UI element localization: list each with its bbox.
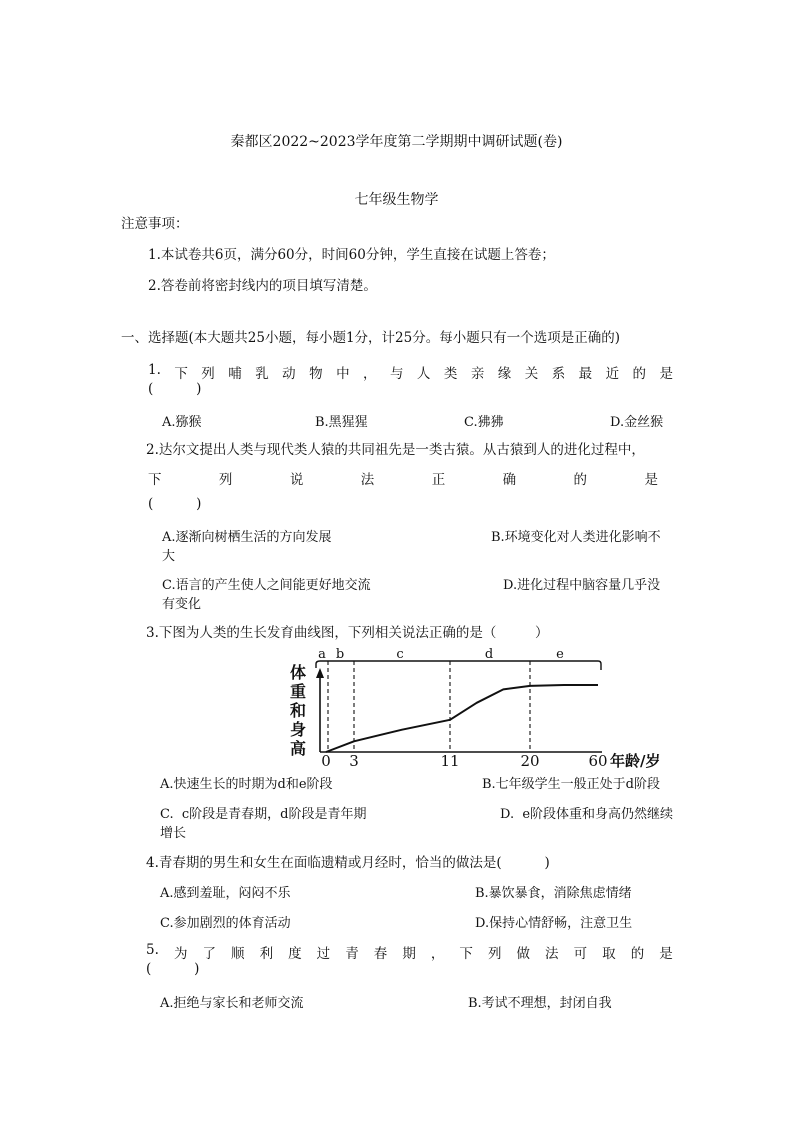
x-tick-label: 3 — [349, 752, 359, 770]
y-axis-label-char: 重 — [290, 682, 307, 701]
option-d-wrap: 增长 — [160, 826, 187, 841]
exam-title: 秦都区2022~2023学年度第二学期期中调研试题(卷) — [230, 134, 563, 150]
option-a[interactable]: A.拒绝与家长和老师交流 — [160, 996, 304, 1011]
option-d-wrap: 有变化 — [162, 597, 202, 612]
option-b[interactable]: B.黑猩猩 — [315, 415, 368, 430]
question-4-stem: 4.青春期的男生和女生在面临遗精或月经时，恰当的做法是( ) — [146, 855, 550, 871]
answer-paren: ( ) — [148, 381, 202, 397]
stem-char: ， — [430, 946, 445, 962]
stem-char: 乳 — [255, 366, 269, 382]
stem-char: 是 — [659, 366, 673, 382]
stem-char: 度 — [288, 946, 302, 962]
option-c[interactable]: C.狒狒 — [464, 415, 504, 430]
y-axis-label-char: 体 — [290, 663, 307, 682]
x-tick-label: 20 — [520, 752, 540, 770]
option-a[interactable]: A.感到羞耻，闷闷不乐 — [160, 886, 291, 901]
stem-char: 中 — [336, 366, 350, 382]
note-item: 1.本试卷共6页，满分60分，时间60分钟，学生直接在试题上答卷； — [148, 247, 555, 263]
stem-char: 列 — [201, 366, 215, 382]
option-c[interactable]: C.语言的产生使人之间能更好地交流 — [162, 578, 371, 593]
stem-char: 的 — [630, 946, 645, 962]
stem-char: 列 — [487, 946, 502, 962]
answer-paren: ( ) — [146, 961, 200, 977]
stem-char: 下 — [459, 946, 473, 962]
x-tick-label: 0 — [321, 752, 331, 770]
option-a[interactable]: A.逐渐向树栖生活的方向发展 — [162, 530, 332, 545]
stem-char: 类 — [443, 366, 458, 382]
stem-char: 列 — [218, 472, 233, 488]
question-5-stem — [146, 942, 673, 962]
growth-curve — [326, 685, 598, 752]
option-b[interactable]: B.七年级学生一般正处于d阶段 — [482, 777, 661, 792]
stem-char: 近 — [605, 366, 620, 382]
option-d[interactable]: D.进化过程中脑容量几乎没 — [503, 578, 661, 593]
stage-bracket — [316, 661, 601, 670]
stem-char: 物 — [309, 366, 323, 382]
y-axis-arrow — [316, 668, 324, 678]
y-axis-label-char: 和 — [290, 701, 307, 720]
stem-char: ， — [363, 366, 377, 382]
option-a[interactable]: A.快速生长的时期为d和e阶段 — [160, 777, 333, 792]
stem-char: 的 — [632, 366, 647, 382]
x-tick-label: 11 — [440, 752, 460, 770]
option-a[interactable]: A.猕猴 — [162, 415, 202, 430]
stem-char: 可 — [573, 946, 588, 962]
stem-char: 确 — [502, 472, 517, 488]
y-axis-label-char: 高 — [290, 739, 307, 758]
stem-char: 最 — [578, 366, 593, 382]
option-c[interactable]: C.参加剧烈的体育活动 — [160, 916, 291, 931]
stem-char: 1. — [148, 362, 161, 378]
stem-char: 青 — [345, 946, 359, 962]
stem-char: 人 — [416, 366, 431, 382]
stem-char: 顺 — [231, 946, 245, 962]
subject-title: 七年级生物学 — [354, 192, 439, 208]
stem-char: 的 — [573, 472, 588, 488]
stem-char: 做 — [516, 946, 530, 962]
stem-char: 为 — [173, 946, 188, 962]
stem-char: 与 — [389, 366, 404, 382]
stem-char: 缘 — [497, 366, 512, 382]
option-c[interactable]: C. c阶段是青春期，d阶段是青年期 — [160, 807, 367, 822]
stem-char: 关 — [524, 366, 539, 382]
option-d[interactable]: D.金丝猴 — [610, 415, 664, 430]
question-2-stem-line2 — [148, 468, 658, 488]
stem-char: 法 — [545, 946, 559, 962]
stem-char: 法 — [360, 472, 375, 488]
stem-char: 春 — [373, 946, 388, 962]
option-d[interactable]: D.保持心情舒畅，注意卫生 — [475, 916, 633, 931]
x-axis-label: 年龄/岁 — [610, 752, 661, 770]
question-1-stem — [148, 362, 673, 382]
stage-label-b: b — [335, 647, 345, 662]
stem-char: 取 — [602, 946, 616, 962]
y-axis-label-char: 身 — [290, 720, 307, 739]
option-b[interactable]: B.暴饮暴食，消除焦虑情绪 — [475, 886, 632, 901]
growth-curve-chart — [280, 646, 680, 770]
stem-char: 说 — [289, 472, 304, 488]
section-heading: 一、选择题(本大题共25小题，每小题1分，计25分。每小题只有一个选项是正确的) — [121, 330, 620, 346]
stem-char: 哺 — [228, 366, 242, 382]
notes-heading: 注意事项： — [121, 216, 189, 232]
question-3-stem: 3.下图为人类的生长发育曲线图，下列相关说法正确的是（ ） — [146, 625, 549, 641]
stem-char: 系 — [551, 366, 566, 382]
stem-char: 下 — [148, 472, 162, 488]
stem-char: 亲 — [470, 366, 485, 382]
stage-label-d: d — [484, 647, 494, 662]
stem-char: 是 — [644, 472, 658, 488]
option-b[interactable]: B.环境变化对人类进化影响不 — [491, 530, 661, 545]
answer-paren: ( ) — [148, 496, 202, 512]
stem-char: 是 — [659, 946, 673, 962]
option-b[interactable]: B.考试不理想，封闭自我 — [468, 996, 612, 1011]
stem-char: 利 — [259, 946, 274, 962]
option-d[interactable]: D. e阶段体重和身高仍然继续 — [500, 807, 674, 822]
stem-char: 了 — [202, 946, 216, 962]
stem-char: 期 — [402, 946, 416, 962]
x-tick-label: 60 — [588, 752, 608, 770]
option-b-wrap: 大 — [162, 549, 176, 564]
stem-char: 5. — [146, 942, 159, 958]
note-item: 2.答卷前将密封线内的项目填写清楚。 — [148, 278, 377, 294]
stage-label-e: e — [556, 647, 564, 662]
stem-char: 正 — [431, 472, 446, 488]
question-2-stem: 2.达尔文提出人类与现代类人猿的共同祖先是一类古猿。从古猿到人的进化过程中， — [146, 442, 645, 458]
stem-char: 动 — [282, 366, 296, 382]
stage-label-a: a — [318, 647, 326, 662]
stem-char: 过 — [316, 946, 331, 962]
stem-char: 下 — [174, 366, 188, 382]
stage-label-c: c — [396, 647, 404, 662]
